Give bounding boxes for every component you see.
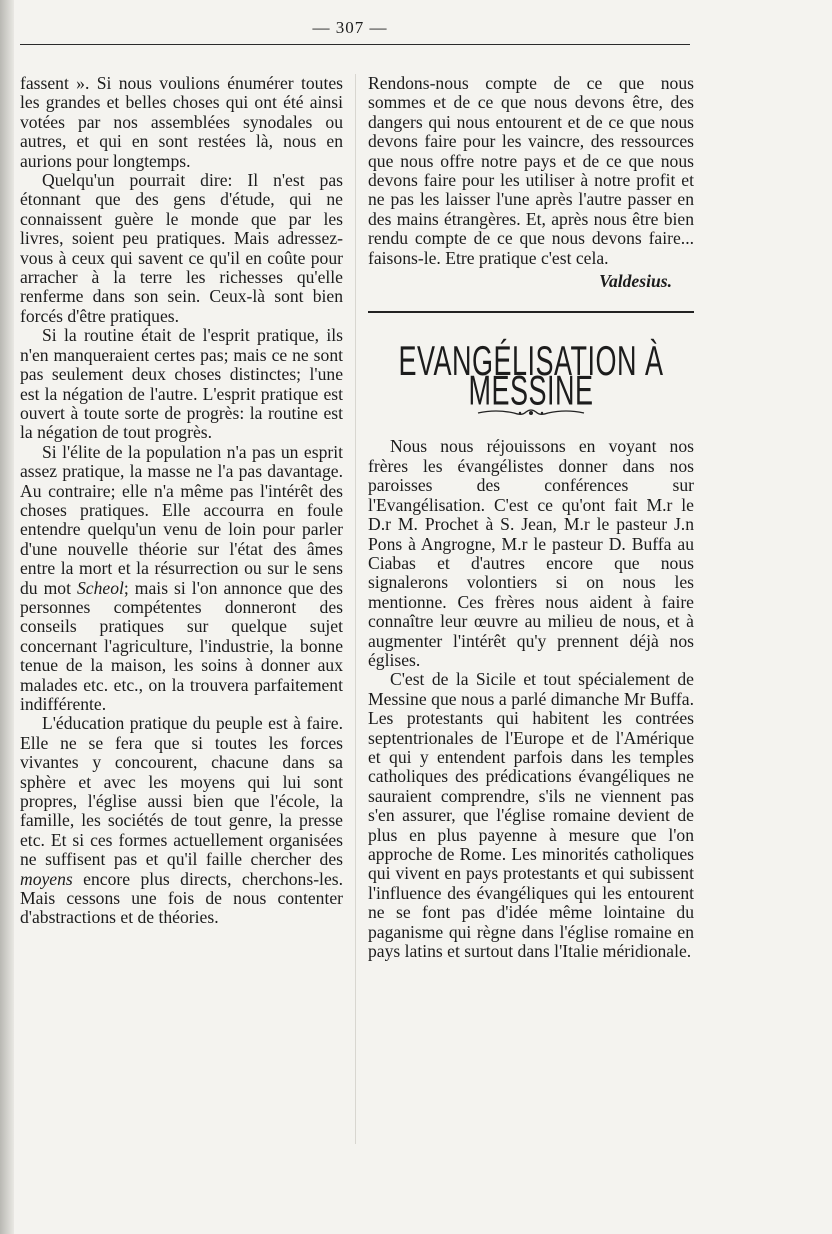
paragraph bbox=[20, 714, 343, 927]
paragraph-text: Si l'élite de la population n'a pas un esprit assez pratique, la masse ne l'a pas davantage. Au contraire; elle n'a même pas l'intérêt des choses pratiques. Elle accourra en foule entendre quelqu'un venu de loin pour parler d'une nouvelle théorie sur l'état des âmes entre la mort et la résurrection ou sur le sens du mot bbox=[20, 441, 343, 598]
section-rule bbox=[368, 311, 694, 313]
paragraph: Quelqu'un pourrait dire: Il n'est pas étonnant que des gens d'étude, qui ne connaissent guère le monde que par les livres, soient peu pratiques. Mais adressez-vous à ceux qui savent ce qu'il en coûte pour arracher à la terre les richesses qu'elle renferme dans son sein. Ceux-là sont bien forcés d'être pratiques. bbox=[20, 170, 343, 326]
paragraph-text: L'éducation pratique du peuple est à faire. Elle ne se fera que si toutes les forces vivantes y concourent, chacune dans sa sphère et avec les moyens qui lui sont propres, l'église aussi bien que l'école, la famille, les sociétés de tout genre, la presse etc. Et si ces formes actuellement organisées ne suffisent pas et qu'il faille chercher des bbox=[20, 713, 343, 870]
left-column bbox=[20, 74, 343, 928]
right-column bbox=[368, 74, 694, 961]
paragraph-text: ; mais si l'on annonce que des personnes compétentes donneront des conseils pratiques sur quelque sujet concernant l'agriculture, l'industrie, la bonne tenue de la maison, les soins à donner aux malades etc. etc., on la trouvera parfaitement indifférente. bbox=[20, 577, 343, 714]
paragraph: Nous nous réjouissons en voyant nos frères les évangélistes donner dans nos paroisses des conférences sur l'Evangélisation. C'est ce qu'ont fait M.r le D.r M. Prochet à S. Jean, M.r le pasteur J.n Pons à Angrogne, M.r le pasteur D. Buffa au Ciabas et d'autres encore que nous signalerons volontiers si on nous les mentionne. Ces frères nous aident à faire connaître leur œuvre au milieu de nous, et à augmenter l'intérêt qu'y prennent déjà nos églises. bbox=[368, 436, 694, 670]
paragraph: C'est de la Sicile et tout spécialement de Messine que nous a parlé dimanche Mr Buffa. Les protestants qui habitent les contrées septentrionales de l'Europe et de l'Amérique et qui y entendent parfois dans les temples catholiques des prédications évangéliques ne sauraient comprendre, s'ils ne viennent pas s'en assurer, que l'église romaine devient de plus en plus payenne à mesure que l'on approche de Rome. Les minorités catholiques qui vivent en pays protestants et qui subissent l'influence des évangéliques qui les entourent ne se font pas d'idée même lointaine du paganisme qui règne dans l'église romaine en pays latins et surtout dans l'Italie méridionale. bbox=[368, 669, 694, 962]
paragraph: fassent ». Si nous voulions énumérer toutes les grandes et belles choses qui ont été ainsi votées par nos assemblées synodales ou autres, et qui en sont restées là, nous en aurions pour longtemps. bbox=[20, 73, 343, 171]
column-divider bbox=[355, 74, 356, 1144]
section-title: EVANGÉLISATION À MESSINE bbox=[398, 338, 664, 415]
paragraph: Rendons-nous compte de ce que nous sommes et de ce que nous devons être, des dangers qui nous entourent et de ce que nous devons faire pour les vaincre, des ressources que nous offre notre pays et de ce que nous devons faire pour les utiliser à notre profit et ne pas les laisser l'une après l'autre passer en des mains étrangères. Et, après nous être bien rendu compte de ce que nous devons faire... faisons-le. Etre pratique c'est cela. bbox=[368, 73, 694, 268]
author-signature: Valdesius. bbox=[599, 271, 672, 292]
italic-term: moyens bbox=[20, 868, 73, 889]
header-rule bbox=[20, 44, 690, 45]
page-number: — 307 — bbox=[312, 18, 388, 37]
paragraph bbox=[20, 443, 343, 715]
paragraph-text: encore plus directs, cherchons-les. Mais cessons une fois de nous contenter d'abstractions et de théories. bbox=[20, 868, 343, 928]
page-gutter-shadow bbox=[0, 0, 14, 1234]
italic-term: Scheol bbox=[77, 577, 124, 598]
paragraph: Si la routine était de l'esprit pratique, ils n'en manqueraient certes pas; mais ce ne sont pas seulement deux choses distinctes; l'une est la négation de l'autre. L'esprit pratique est ouvert à toute sorte de progrès: la routine est la négation de tout progrès. bbox=[20, 325, 343, 443]
